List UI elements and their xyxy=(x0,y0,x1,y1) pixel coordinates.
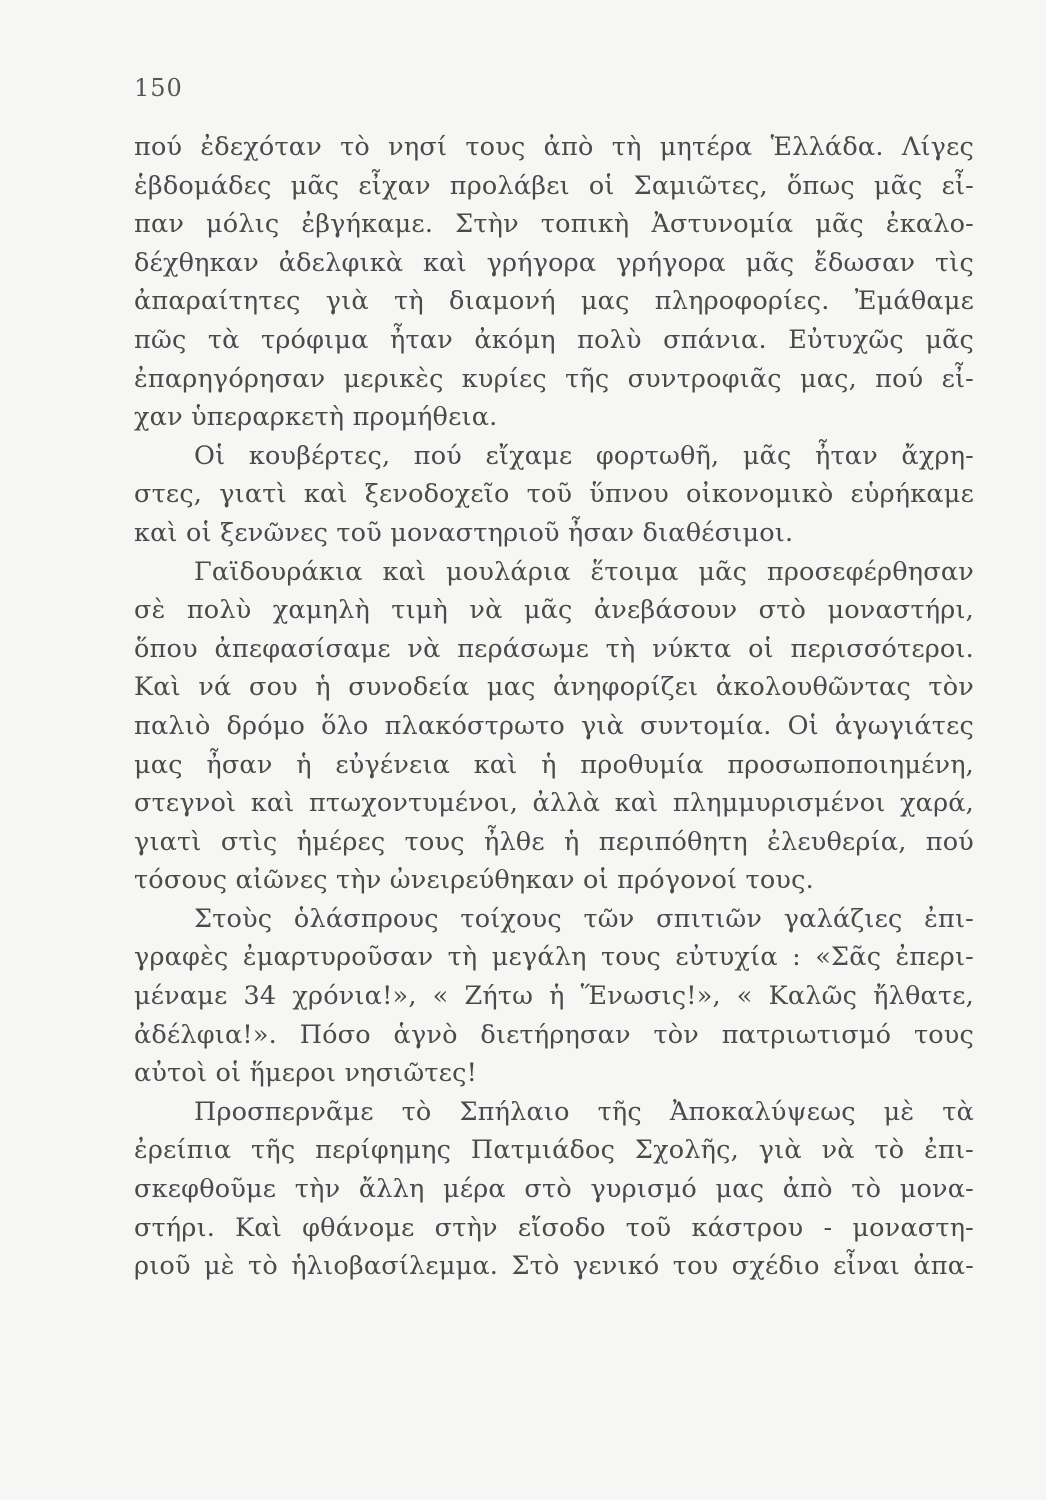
text-line: ἐρείπια τῆς περίφημης Πατμιάδος Σχολῆς, γιὰ νὰ τὸ ἐπι- xyxy=(134,1135,974,1166)
page-number: 150 xyxy=(134,74,183,102)
text-line: χαν ὑπεραρκετὴ προμήθεια. xyxy=(134,402,498,433)
text-line: αὐτοὶ οἱ ἥμεροι νησιῶτες! xyxy=(134,1058,478,1089)
text-line: στεγνοὶ καὶ πτωχοντυμένοι, ἀλλὰ καὶ πλημμυρισμένοι χαρά, xyxy=(134,788,974,819)
text-line: ἀπαραίτητες γιὰ τὴ διαμονή μας πληροφορίες. Ἐμάθαμε xyxy=(134,286,974,317)
text-line: παν μόλις ἐβγήκαμε. Στὴν τοπικὴ Ἀστυνομία μᾶς ἐκαλο- xyxy=(134,209,974,240)
body-text xyxy=(134,128,974,1286)
text-line: πῶς τὰ τρόφιμα ἦταν ἀκόμη πολὺ σπάνια. Εὐτυχῶς μᾶς xyxy=(134,324,974,355)
text-line: Γαϊδουράκια καὶ μουλάρια ἕτοιμα μᾶς προσεφέρθησαν xyxy=(194,556,974,587)
text-line: ἑβδομάδες μᾶς εἶχαν προλάβει οἱ Σαμιῶτες, ὅπως μᾶς εἶ- xyxy=(134,170,974,201)
text-line: ἐπαρηγόρησαν μερικὲς κυρίες τῆς συντροφιᾶς μας, πού εἶ- xyxy=(134,363,974,394)
text-line: στες, γιατὶ καὶ ξενοδοχεῖο τοῦ ὕπνου οἰκονομικὸ εὑρήκαμε xyxy=(134,479,974,510)
text-line: ὅπου ἀπεφασίσαμε νὰ περάσωμε τὴ νύκτα οἱ περισσότεροι. xyxy=(134,633,974,664)
text-line: δέχθηκαν ἀδελφικὰ καὶ γρήγορα γρήγορα μᾶς ἔδωσαν τὶς xyxy=(134,247,974,278)
text-line: γραφὲς ἐμαρτυροῦσαν τὴ μεγάλη τους εὐτυχία : «Σᾶς ἐπερι- xyxy=(134,942,974,973)
text-line: ἀδέλφια!». Πόσο ἁγνὸ διετήρησαν τὸν πατριωτισμό τους xyxy=(134,1019,974,1050)
text-line: πού ἐδεχόταν τὸ νησί τους ἀπὸ τὴ μητέρα Ἑλλάδα. Λίγες xyxy=(134,132,974,162)
text-line: ριοῦ μὲ τὸ ἡλιοβασίλεμμα. Στὸ γενικό του σχέδιο εἶναι ἀπα- xyxy=(134,1251,974,1282)
text-line: τόσους αἰῶνες τὴν ὠνειρεύθηκαν οἱ πρόγονοί τους. xyxy=(134,865,814,896)
text-line: μέναμε 34 χρόνια!», « Ζήτω ἡ Ἕνωσις!», « Καλῶς ἤλθατε, xyxy=(134,981,974,1012)
text-line: σκεφθοῦμε τὴν ἄλλη μέρα στὸ γυρισμό μας ἀπὸ τὸ μονα- xyxy=(134,1174,974,1205)
text-line: στήρι. Καὶ φθάνομε στὴν εἴσοδο τοῦ κάστρου - μοναστη- xyxy=(134,1212,974,1243)
text-line: παλιὸ δρόμο ὅλο πλακόστρωτο γιὰ συντομία. Οἱ ἀγωγιάτες xyxy=(134,710,974,741)
text-line: Καὶ νά σου ἡ συνοδεία μας ἀνηφορίζει ἀκολουθῶντας τὸν xyxy=(134,672,974,703)
text-line: Προσπερνᾶμε τὸ Σπήλαιο τῆς Ἀποκαλύψεως μὲ τὰ xyxy=(194,1096,974,1127)
text-line: μας ἦσαν ἡ εὐγένεια καὶ ἡ προθυμία προσωποποιημένη, xyxy=(134,749,974,780)
text-line: σὲ πολὺ χαμηλὴ τιμὴ νὰ μᾶς ἀνεβάσουν στὸ μοναστήρι, xyxy=(134,595,974,626)
text-line: Στοὺς ὁλάσπρους τοίχους τῶν σπιτιῶν γαλάζιες ἐπι- xyxy=(194,903,974,934)
text-line: καὶ οἱ ξενῶνες τοῦ μοναστηριοῦ ἦσαν διαθέσιμοι. xyxy=(134,517,794,548)
text-line: γιατὶ στὶς ἡμέρες τους ἦλθε ἡ περιπόθητη ἐλευθερία, πού xyxy=(134,826,974,857)
text-line: Οἱ κουβέρτες, πού εἴχαμε φορτωθῆ, μᾶς ἦταν ἄχρη- xyxy=(194,440,974,471)
